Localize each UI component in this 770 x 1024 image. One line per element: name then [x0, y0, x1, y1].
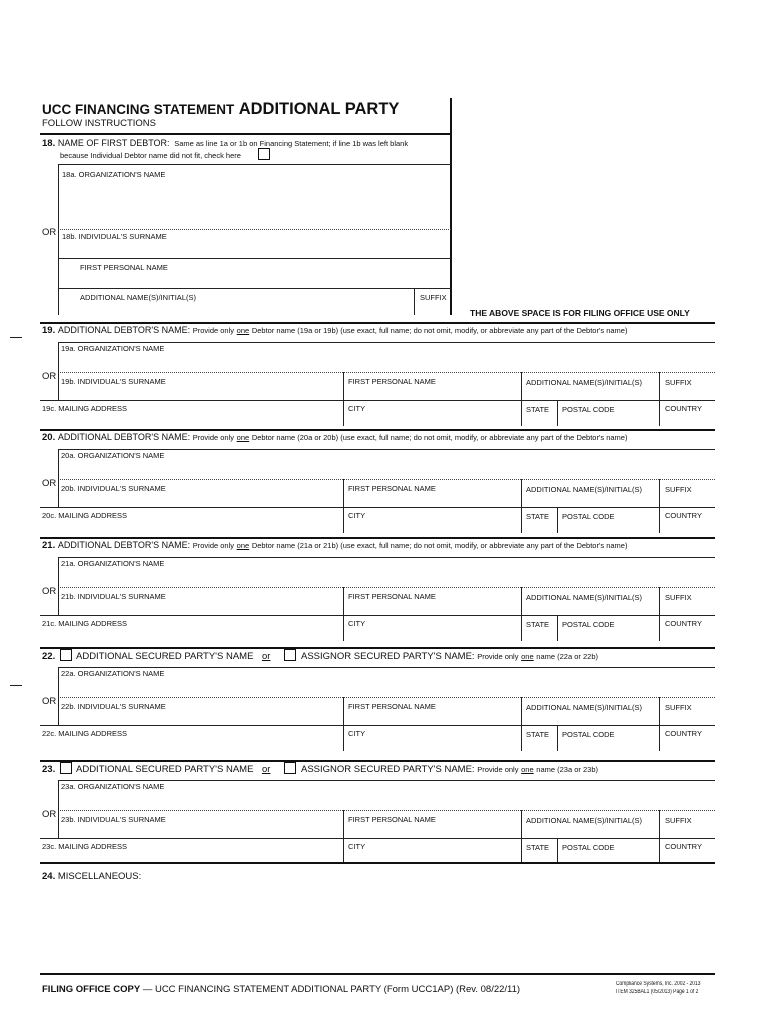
- item22-surname-label: 22b. INDIVIDUAL'S SURNAME: [61, 702, 166, 711]
- item19-state-field[interactable]: [522, 414, 556, 425]
- item19-country-label: COUNTRY: [665, 404, 702, 413]
- item20-city-label: CITY: [348, 511, 366, 520]
- divider: [58, 229, 451, 230]
- item21-desc-post: Debtor name (21a or 21b) (use exact, full name; do not omit, modify, or abbreviate any part of the Debtor's name): [251, 541, 628, 550]
- item20-suffix-field[interactable]: [660, 494, 714, 506]
- item22-suffix-field[interactable]: [660, 712, 714, 724]
- item20-or-label: OR: [42, 478, 57, 489]
- item21-mailing-field[interactable]: [41, 629, 342, 640]
- item21-desc-pre: Provide only: [192, 541, 235, 550]
- item23-postal-label: POSTAL CODE: [562, 843, 615, 852]
- item21-surname-label: 21b. INDIVIDUAL'S SURNAME: [61, 592, 166, 601]
- item21-suffix-label: SUFFIX: [665, 593, 692, 602]
- upper-block-border: [450, 98, 452, 315]
- item20-org-field[interactable]: [59, 461, 714, 477]
- item21-org-label: 21a. ORGANIZATION'S NAME: [61, 559, 165, 568]
- item23-desc-one: one: [521, 765, 534, 774]
- item23-state-label: STATE: [526, 843, 550, 852]
- divider: [40, 725, 715, 726]
- item21-first-field[interactable]: [344, 602, 520, 614]
- item20-state-field[interactable]: [522, 521, 556, 532]
- item18-checkbox[interactable]: [258, 148, 270, 160]
- item22-suffix-label: SUFFIX: [665, 703, 692, 712]
- margin-mark: [10, 685, 22, 686]
- item19-additional-label: ADDITIONAL NAME(S)/INITIAL(S): [526, 378, 642, 387]
- item23-suffix-field[interactable]: [660, 825, 714, 837]
- item19-postal-field[interactable]: [558, 414, 658, 425]
- item22-city-field[interactable]: [344, 739, 520, 750]
- divider: [40, 322, 715, 324]
- item21-mailing-label: 21c. MAILING ADDRESS: [42, 619, 128, 628]
- item21-city-field[interactable]: [344, 629, 520, 640]
- item22-additional-label: ADDITIONAL NAME(S)/INITIAL(S): [526, 703, 642, 712]
- item20-number: 20.: [42, 432, 56, 443]
- item21-title: ADDITIONAL DEBTOR'S NAME:: [57, 540, 191, 550]
- vendor-line-2: ITEM 325BAL1 (05/2013) Page 1 of 2: [616, 989, 699, 995]
- item18-surname-field[interactable]: [59, 242, 449, 257]
- item23-or-word: or: [262, 764, 271, 775]
- footer-copy: FILING OFFICE COPY — UCC FINANCING STATEMENT ADDITIONAL PARTY (Form UCC1AP) (Rev. 08/22/11): [42, 984, 521, 995]
- item22-postal-label: POSTAL CODE: [562, 730, 615, 739]
- item19-title: ADDITIONAL DEBTOR'S NAME:: [57, 325, 191, 335]
- divider: [58, 697, 715, 698]
- item21-postal-label: POSTAL CODE: [562, 620, 615, 629]
- divider: [58, 479, 715, 480]
- item21-heading: [42, 540, 627, 551]
- item23-additional-title: ADDITIONAL SECURED PARTY'S NAME: [76, 764, 254, 775]
- item23-first-label: FIRST PERSONAL NAME: [348, 815, 436, 824]
- divider: [40, 838, 715, 839]
- item20-mailing-label: 20c. MAILING ADDRESS: [42, 511, 128, 520]
- divider: [58, 164, 451, 165]
- item23-assignor-checkbox[interactable]: [284, 762, 296, 774]
- item18-or-label: OR: [42, 227, 57, 238]
- item23-city-label: CITY: [348, 842, 366, 851]
- item23-additional-field[interactable]: [522, 825, 658, 837]
- item19-postal-label: POSTAL CODE: [562, 405, 615, 414]
- item21-postal-field[interactable]: [558, 629, 658, 640]
- item23-country-label: COUNTRY: [665, 842, 702, 851]
- item21-country-field[interactable]: [660, 629, 714, 640]
- divider: [40, 973, 715, 975]
- item21-org-field[interactable]: [59, 569, 714, 585]
- item23-or-label: OR: [42, 809, 57, 820]
- item23-assignor-heading: [301, 764, 598, 775]
- item20-additional-label: ADDITIONAL NAME(S)/INITIAL(S): [526, 485, 642, 494]
- item23-org-label: 23a. ORGANIZATION'S NAME: [61, 782, 165, 791]
- item22-country-field[interactable]: [660, 739, 714, 750]
- item21-number: 21.: [42, 540, 56, 551]
- item20-additional-field[interactable]: [522, 494, 658, 506]
- item20-first-label: FIRST PERSONAL NAME: [348, 484, 436, 493]
- item19-number: 19.: [42, 325, 56, 336]
- item22-assignor-heading: [301, 651, 598, 662]
- item23-surname-label: 23b. INDIVIDUAL'S SURNAME: [61, 815, 166, 824]
- item18-first-field[interactable]: [59, 272, 449, 287]
- divider: [40, 647, 715, 649]
- item19-first-label: FIRST PERSONAL NAME: [348, 377, 436, 386]
- divider: [40, 760, 715, 762]
- item22-desc-post: name (22a or 22b): [536, 652, 598, 661]
- form-title-prefix: UCC FINANCING STATEMENT: [42, 102, 235, 117]
- item23-desc-pre: Provide only: [477, 765, 519, 774]
- divider: [58, 810, 715, 811]
- item19-org-field[interactable]: [59, 354, 714, 370]
- item19-or-label: OR: [42, 371, 57, 382]
- item24-heading: 24. MISCELLANEOUS:: [42, 871, 142, 882]
- item20-mailing-field[interactable]: [41, 521, 342, 532]
- divider: [40, 615, 715, 616]
- miscellaneous-field[interactable]: [40, 884, 715, 969]
- item20-suffix-label: SUFFIX: [665, 485, 692, 494]
- item20-country-field[interactable]: [660, 521, 714, 532]
- item21-country-label: COUNTRY: [665, 619, 702, 628]
- vendor-line-1: Compliance Systems, Inc. 2002 - 2013: [616, 981, 701, 987]
- item22-additional-checkbox[interactable]: [60, 649, 72, 661]
- item19-surname-label: 19b. INDIVIDUAL'S SURNAME: [61, 377, 166, 386]
- item21-suffix-field[interactable]: [660, 602, 714, 614]
- divider: [58, 449, 715, 450]
- item19-surname-field[interactable]: [59, 387, 342, 399]
- item22-desc-pre: Provide only: [477, 652, 519, 661]
- item20-postal-label: POSTAL CODE: [562, 512, 615, 521]
- item23-org-field[interactable]: [59, 792, 714, 808]
- item18-first-label: FIRST PERSONAL NAME: [80, 263, 168, 272]
- item23-suffix-label: SUFFIX: [665, 816, 692, 825]
- divider: [40, 400, 715, 401]
- item19-additional-field[interactable]: [522, 387, 658, 399]
- divider: [58, 587, 715, 588]
- item22-or-label: OR: [42, 696, 57, 707]
- item20-org-label: 20a. ORGANIZATION'S NAME: [61, 451, 165, 460]
- divider: [58, 258, 451, 259]
- item20-desc-pre: Provide only: [192, 433, 235, 442]
- item22-first-field[interactable]: [344, 712, 520, 724]
- item18-org-label: 18a. ORGANIZATION'S NAME: [62, 170, 166, 179]
- item21-additional-label: ADDITIONAL NAME(S)/INITIAL(S): [526, 593, 642, 602]
- item22-first-label: FIRST PERSONAL NAME: [348, 702, 436, 711]
- item20-surname-field[interactable]: [59, 494, 342, 506]
- divider: [58, 780, 715, 781]
- divider: [58, 288, 451, 289]
- item22-surname-field[interactable]: [59, 712, 342, 724]
- follow-instructions: FOLLOW INSTRUCTIONS: [42, 118, 157, 129]
- divider: [58, 342, 715, 343]
- item19-country-field[interactable]: [660, 414, 714, 425]
- item19-mailing-label: 19c. MAILING ADDRESS: [42, 404, 128, 413]
- item22-number: 22.: [42, 651, 56, 662]
- divider: [40, 862, 715, 864]
- divider: [40, 537, 715, 539]
- item19-first-field[interactable]: [344, 387, 520, 399]
- item22-assignor-checkbox[interactable]: [284, 649, 296, 661]
- filing-office-notice: THE ABOVE SPACE IS FOR FILING OFFICE USE ONLY: [470, 308, 690, 318]
- item18-surname-label: 18b. INDIVIDUAL'S SURNAME: [62, 232, 167, 241]
- item22-assignor-title: ASSIGNOR SECURED PARTY'S NAME:: [301, 651, 475, 662]
- item19-mailing-field[interactable]: [41, 414, 342, 425]
- item23-surname-field[interactable]: [59, 825, 342, 837]
- item21-surname-field[interactable]: [59, 602, 342, 614]
- divider: [58, 667, 715, 668]
- item20-desc-post: Debtor name (20a or 20b) (use exact, full name; do not omit, modify, or abbreviate any part of the Debtor's name): [251, 433, 628, 442]
- item18-heading: 18. NAME OF FIRST DEBTOR: Same as line 1a or 1b on Financing Statement; if line 1b was left blank: [42, 138, 409, 149]
- item19-desc-one: one: [236, 326, 250, 335]
- item20-desc-one: one: [236, 433, 250, 442]
- item23-first-field[interactable]: [344, 825, 520, 837]
- item22-desc-one: one: [521, 652, 534, 661]
- item21-state-field[interactable]: [522, 629, 556, 640]
- item22-additional-field[interactable]: [522, 712, 658, 724]
- item21-or-label: OR: [42, 586, 57, 597]
- item22-mailing-label: 22c. MAILING ADDRESS: [42, 729, 128, 738]
- item21-additional-field[interactable]: [522, 602, 658, 614]
- item22-state-field[interactable]: [522, 739, 556, 750]
- divider: [58, 372, 715, 373]
- item23-mailing-label: 23c. MAILING ADDRESS: [42, 842, 128, 851]
- item21-city-label: CITY: [348, 619, 366, 628]
- item20-city-field[interactable]: [344, 521, 520, 532]
- item21-first-label: FIRST PERSONAL NAME: [348, 592, 436, 601]
- item19-city-label: CITY: [348, 404, 366, 413]
- item22-or-word: or: [262, 651, 271, 662]
- item19-suffix-label: SUFFIX: [665, 378, 692, 387]
- divider: [40, 429, 715, 431]
- item19-suffix-field[interactable]: [660, 387, 714, 399]
- item20-surname-label: 20b. INDIVIDUAL'S SURNAME: [61, 484, 166, 493]
- item23-desc-post: name (23a or 23b): [536, 765, 598, 774]
- item19-org-label: 19a. ORGANIZATION'S NAME: [61, 344, 165, 353]
- item19-city-field[interactable]: [344, 414, 520, 425]
- item19-desc-post: Debtor name (19a or 19b) (use exact, full name; do not omit, modify, or abbreviate any part of the Debtor's name): [251, 326, 628, 335]
- item18-additional-field[interactable]: [59, 302, 413, 314]
- item22-additional-title: ADDITIONAL SECURED PARTY'S NAME: [76, 651, 254, 662]
- item22-city-label: CITY: [348, 729, 366, 738]
- item20-title: ADDITIONAL DEBTOR'S NAME:: [57, 432, 191, 442]
- divider: [40, 133, 451, 135]
- item18-org-field[interactable]: [59, 180, 449, 225]
- item23-additional-checkbox[interactable]: [60, 762, 72, 774]
- margin-mark: [10, 337, 22, 338]
- item22-mailing-field[interactable]: [41, 739, 342, 750]
- item23-number: 23.: [42, 764, 56, 775]
- item18-suffix-label: SUFFIX: [420, 293, 447, 302]
- item22-org-label: 22a. ORGANIZATION'S NAME: [61, 669, 165, 678]
- item20-heading: [42, 432, 627, 443]
- item19-desc-pre: Provide only: [192, 326, 235, 335]
- divider: [58, 557, 715, 558]
- item18-suffix-field[interactable]: [415, 302, 449, 314]
- item21-desc-one: one: [236, 541, 250, 550]
- item22-org-field[interactable]: [59, 679, 714, 695]
- item19-heading: [42, 325, 627, 336]
- item20-first-field[interactable]: [344, 494, 520, 506]
- divider: [40, 507, 715, 508]
- item18-desc-line2: because Individual Debtor name did not fit, check here: [60, 151, 241, 160]
- item22-country-label: COUNTRY: [665, 729, 702, 738]
- item23-assignor-title: ASSIGNOR SECURED PARTY'S NAME:: [301, 764, 475, 775]
- item20-postal-field[interactable]: [558, 521, 658, 532]
- item18-additional-label: ADDITIONAL NAME(S)/INITIAL(S): [80, 293, 196, 302]
- form-title: [42, 100, 399, 119]
- item22-postal-field[interactable]: [558, 739, 658, 750]
- item20-state-label: STATE: [526, 512, 550, 521]
- item19-state-label: STATE: [526, 405, 550, 414]
- form-title-suffix: ADDITIONAL PARTY: [238, 100, 400, 118]
- item20-country-label: COUNTRY: [665, 511, 702, 520]
- item22-state-label: STATE: [526, 730, 550, 739]
- item23-additional-label: ADDITIONAL NAME(S)/INITIAL(S): [526, 816, 642, 825]
- item21-state-label: STATE: [526, 620, 550, 629]
